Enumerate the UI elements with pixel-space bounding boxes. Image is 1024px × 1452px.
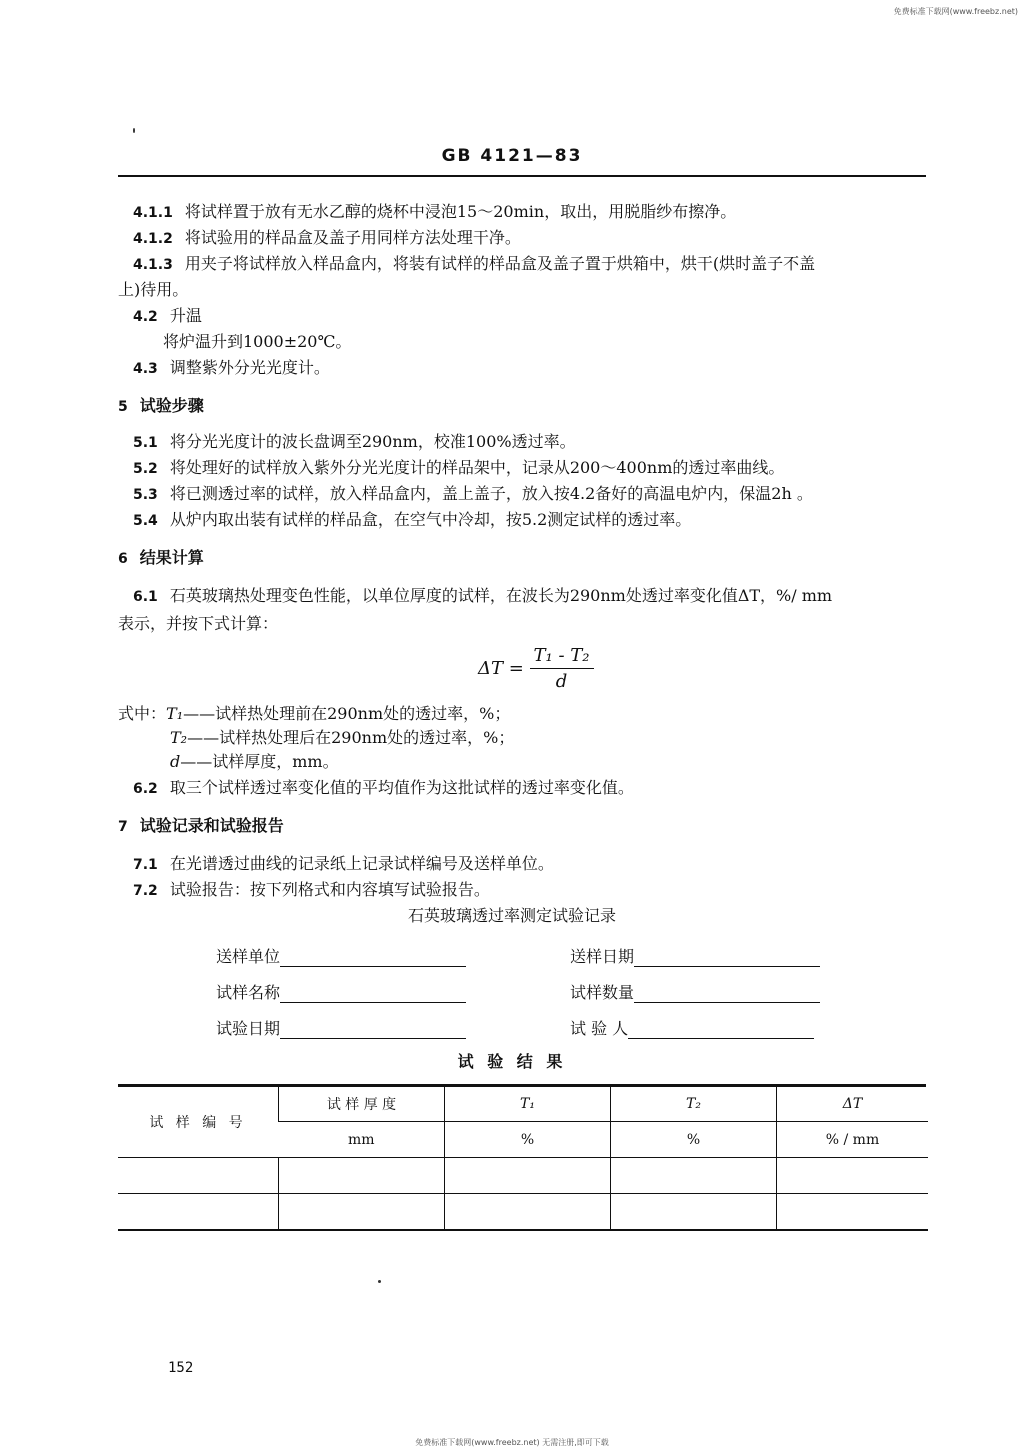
where-text: ——试样热处理前在290nm处的透过率，%； [183,704,511,723]
header-thickness: 试 样 厚 度 [279,1086,445,1122]
clause-4-1-1 [133,202,736,223]
field-blank[interactable] [280,1022,466,1039]
field-label: 送样日期 [570,947,635,966]
clause-number: 6.2 [133,781,158,797]
clause-text: 用夹子将试样放入样品盒内，将装有试样的样品盒及盖子置于烘箱中，烘干(烘时盖子不盖 [184,254,816,273]
field-send-date [570,944,820,967]
results-title: 试 验 结 果 [457,1052,567,1071]
clause-text: 升温 [169,306,202,325]
clause-number: 6.1 [133,589,158,605]
page-number: 152 [168,1360,194,1376]
results-table [118,1086,928,1231]
clause-number: 7.1 [133,857,158,873]
where-text: ——试样厚度，mm。 [180,752,339,771]
section-number: 7 [118,819,128,835]
header-rule [118,175,926,177]
field-label: 试样数量 [570,983,635,1002]
table-cell[interactable] [279,1158,445,1194]
unit-thickness: mm [279,1122,445,1158]
where-line-2 [170,728,514,748]
formula-denominator: d [555,671,568,692]
clause-number: 5.2 [133,461,158,477]
field-test-date [216,1016,466,1039]
scan-speck [133,128,135,133]
where-symbol: T₂ [170,728,188,747]
clause-number: 4.3 [133,361,158,377]
clause-number: 4.1.2 [133,231,173,247]
clause-4-3 [133,358,330,379]
where-text: ——试样热处理后在290nm处的透过率，%； [187,728,515,747]
clause-5-3 [133,484,813,505]
clause-6-2 [133,778,634,799]
form-title: 石英玻璃透过率测定试验记录 [407,906,616,925]
watermark-bottom: 免费标准下载网(www.freebz.net) 无需注册,即可下载 [415,1438,609,1447]
formula [478,645,594,692]
table-cell[interactable] [279,1194,445,1231]
clause-number: 5.4 [133,513,158,529]
section-title: 结果计算 [139,548,204,567]
field-sample-name [216,980,466,1003]
field-blank[interactable] [634,950,820,967]
clause-4-1-3 [133,254,815,275]
field-tester [570,1016,814,1039]
header-delta-t: ΔT [777,1086,929,1122]
section-5-heading [118,396,204,417]
formula-lhs: ΔT = [478,658,524,679]
header-t1: T₁ [445,1086,611,1122]
page-header: GB 4121—83 [441,146,583,166]
clause-text: 将分光光度计的波长盘调至290nm，校准100%透过率。 [169,432,576,451]
table-cell[interactable] [611,1158,777,1194]
table-cell[interactable] [777,1194,929,1231]
unit-delta-t: % / mm [777,1122,929,1158]
field-label: 试样名称 [216,983,281,1002]
table-row [118,1158,928,1194]
unit-t2: % [611,1122,777,1158]
clause-text: 将试样置于放有无水乙醇的烧杯中浸泡15～20min，取出，用脱脂纱布擦净。 [184,202,737,221]
clause-5-4 [133,510,691,531]
clause-text: 调整紫外分光光度计。 [169,358,330,377]
clause-5-2 [133,458,784,479]
table-cell[interactable] [445,1194,611,1231]
table-cell[interactable] [118,1194,279,1231]
where-prefix: 式中： [118,704,167,723]
clause-text: 在光谱透过曲线的记录纸上记录试样编号及送样单位。 [169,854,554,873]
header-sample-id: 试 样 编 号 [118,1086,279,1158]
field-label: 试 验 人 [570,1019,629,1038]
field-sample-qty [570,980,820,1003]
clause-number: 4.2 [133,309,158,325]
clause-text: 试验报告：按下列格式和内容填写试验报告。 [169,880,490,899]
clause-7-1 [133,854,554,875]
clause-text: 石英玻璃热处理变色性能，以单位厚度的试样，在波长为290nm处透过率变化值ΔT，%/ mm [169,586,833,605]
field-blank[interactable] [280,986,466,1003]
clause-number: 5.3 [133,487,158,503]
header-t2: T₂ [611,1086,777,1122]
field-label: 试验日期 [216,1019,281,1038]
clause-4-2 [133,306,202,327]
clause-6-1-cont: 表示，并按下式计算： [118,614,279,633]
clause-text: 取三个试样透过率变化值的平均值作为这批试样的透过率变化值。 [169,778,634,797]
table-row [118,1194,928,1231]
where-line-3 [170,752,339,772]
clause-6-1 [133,586,832,607]
clause-7-2 [133,880,490,901]
field-blank[interactable] [280,950,466,967]
section-number: 5 [118,399,128,415]
clause-number: 4.1.3 [133,257,173,273]
formula-fraction [530,645,594,692]
section-7-heading [118,816,284,837]
clause-5-1 [133,432,576,453]
clause-4-1-2 [133,228,521,249]
field-blank[interactable] [634,986,820,1003]
clause-number: 4.1.1 [133,205,173,221]
where-symbol: d [170,752,181,771]
where-line-1 [118,704,510,724]
field-blank[interactable] [628,1022,814,1039]
clause-text: 将试验用的样品盒及盖子用同样方法处理干净。 [184,228,521,247]
clause-text: 将处理好的试样放入紫外分光光度计的样品架中，记录从200～400nm的透过率曲线。 [169,458,785,477]
table-cell[interactable] [445,1158,611,1194]
clause-number: 7.2 [133,883,158,899]
clause-4-1-3-cont: 上)待用。 [118,280,189,299]
table-header-row [118,1086,928,1122]
clause-text: 从炉内取出装有试样的样品盒，在空气中冷却，按5.2测定试样的透过率。 [169,510,692,529]
watermark-top: 免费标准下载网(www.freebz.net) [893,7,1018,16]
section-number: 6 [118,551,128,567]
unit-t1: % [445,1122,611,1158]
scan-speck [378,1280,381,1283]
field-send-unit [216,944,466,967]
section-title: 试验步骤 [139,396,204,415]
table-cell[interactable] [118,1158,279,1194]
clause-4-2-body: 将炉温升到1000±20℃。 [163,332,352,351]
section-title: 试验记录和试验报告 [139,816,284,835]
table-cell[interactable] [777,1158,929,1194]
section-6-heading [118,548,204,569]
field-label: 送样单位 [216,947,281,966]
where-symbol: T₁ [166,704,184,723]
clause-text: 将已测透过率的试样，放入样品盒内，盖上盖子，放入按4.2备好的高温电炉内，保温2h 。 [169,484,813,503]
clause-number: 5.1 [133,435,158,451]
table-cell[interactable] [611,1194,777,1231]
formula-numerator: T₁ - T₂ [530,645,594,669]
